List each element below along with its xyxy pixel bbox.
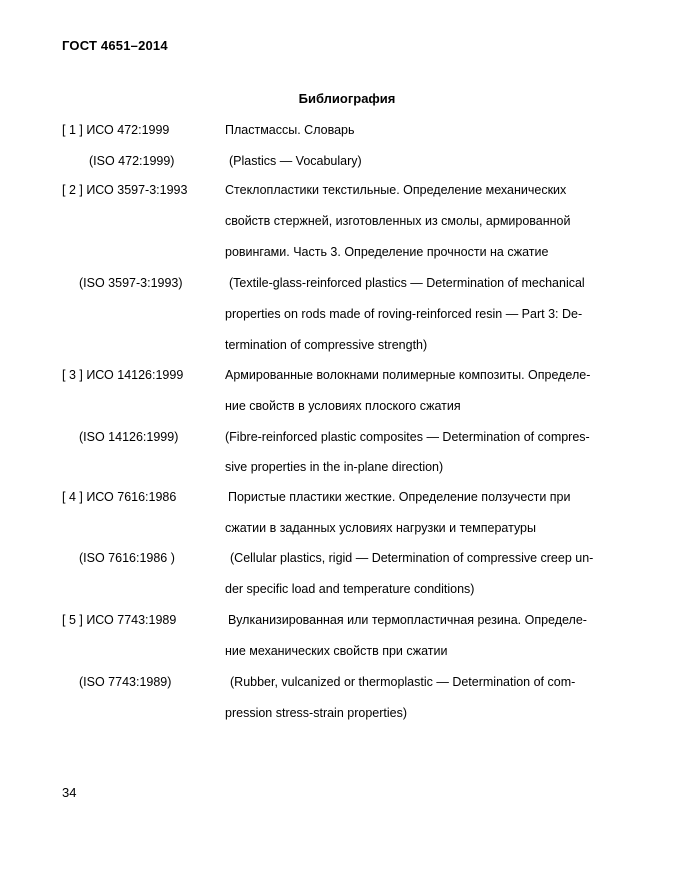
bib-ref: [ 3 ] ИСО 14126:1999: [62, 368, 184, 382]
bib-en-line: pression stress-strain properties): [225, 706, 408, 720]
bib-ru-line: Пористые пластики жесткие. Определение ползучести при: [228, 490, 571, 504]
bib-en-line: properties on rods made of roving-reinforced resin — Part 3: De-: [225, 307, 583, 321]
bib-original: (ISO 7743:1989): [79, 675, 172, 689]
bib-ref: [ 4 ] ИСО 7616:1986: [62, 490, 177, 504]
bib-en-line: termination of compressive strength): [225, 338, 428, 352]
bib-ru-line: Вулканизированная или термопластичная резина. Определе-: [228, 613, 587, 627]
bib-ru-line: ние свойств в условиях плоского сжатия: [225, 399, 461, 413]
bib-original: (ISO 472:1999): [89, 154, 175, 168]
bib-en-line: (Rubber, vulcanized or thermoplastic — Determination of com-: [230, 675, 576, 689]
bib-ru-line: Стеклопластики текстильные. Определение механических: [225, 183, 567, 197]
bib-ru-line: свойств стержней, изготовленных из смолы, армированной: [225, 214, 571, 228]
bib-ref: [ 2 ] ИСО 3597-3:1993: [62, 183, 188, 197]
bib-en-line: (Fibre-reinforced plastic composites — Determination of compres-: [225, 430, 590, 444]
standard-code: ГОСТ 4651–2014: [62, 38, 168, 53]
bib-original: (ISO 3597-3:1993): [79, 276, 183, 290]
bib-en-line: (Plastics — Vocabulary): [229, 154, 362, 168]
bib-ru-line: ние механических свойств при сжатии: [225, 644, 448, 658]
bib-en-line: sive properties in the in-plane direction): [225, 460, 444, 474]
page-number: 34: [62, 785, 77, 800]
bibliography-title: Библиография: [298, 91, 396, 106]
bib-en-line: der specific load and temperature conditions): [225, 582, 475, 596]
bib-ru-line: ровингами. Часть 3. Определение прочности на сжатие: [225, 245, 549, 259]
bib-en-line: (Cellular plastics, rigid — Determination of compressive creep un-: [230, 551, 594, 565]
bib-original: (ISO 14126:1999): [79, 430, 179, 444]
bib-original: (ISO 7616:1986 ): [79, 551, 175, 565]
bib-ru-line: Армированные волокнами полимерные композиты. Определе-: [225, 368, 591, 382]
bib-ru-line: сжатии в заданных условиях нагрузки и температуры: [225, 521, 536, 535]
bib-ru-line: Пластмассы. Словарь: [225, 123, 355, 137]
bib-en-line: (Textile-glass-reinforced plastics — Determination of mechanical: [229, 276, 585, 290]
bib-ref: [ 1 ] ИСО 472:1999: [62, 123, 170, 137]
bib-ref: [ 5 ] ИСО 7743:1989: [62, 613, 177, 627]
